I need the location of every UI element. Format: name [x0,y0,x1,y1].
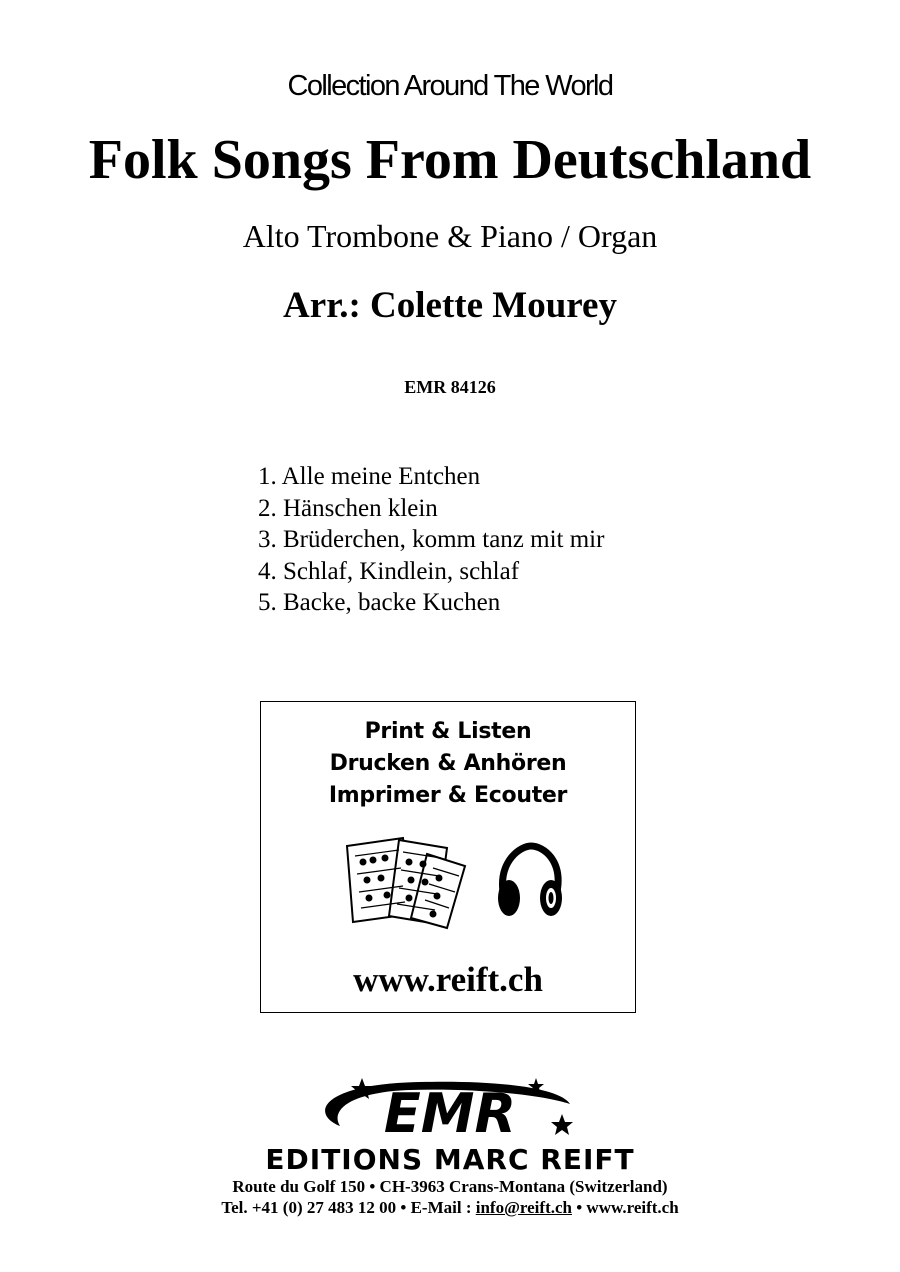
promo-line-english: Print & Listen [364,719,532,744]
publisher-contact [0,1198,900,1218]
song-list [258,461,604,619]
catalog-number: EMR 84126 [404,377,496,397]
promo-website[interactable]: www.reift.ch [353,960,543,999]
promo-line-french: Imprimer & Ecouter [328,783,568,808]
song-item: 4. Schlaf, Kindlein, schlaf [258,557,520,585]
song-item: 3. Brüderchen, komm tanz mit mir [258,526,605,553]
headphones-icon [495,842,565,922]
sheet-music-icon [341,832,471,932]
page-title: Folk Songs From Deutschland [88,129,812,191]
song-item: 5. Backe, backe Kuchen [258,589,501,616]
emr-logo-text: EMR [383,1082,517,1144]
print-listen-box [260,701,636,1013]
promo-line-german: Drucken & Anhören [329,751,567,776]
publisher-phone: Tel. +41 (0) 27 483 12 00 • E-Mail : [221,1198,476,1217]
instrumentation: Alto Trombone & Piano / Organ [242,218,658,254]
publisher-address: Route du Golf 150 • CH-3963 Crans-Montana (Switzerland) [232,1177,668,1196]
song-item: 2. Hänschen klein [258,494,438,522]
arranger: Arr.: Colette Mourey [283,285,617,326]
series-title: Collection Around The World [287,70,613,102]
email-link[interactable]: info@reift.ch [475,1198,572,1217]
emr-logo [300,1074,590,1144]
publisher-name: EDITIONS MARC REIFT [265,1143,635,1176]
song-item: 1. Alle meine Entchen [258,463,481,490]
website-link[interactable]: • www.reift.ch [571,1198,679,1217]
